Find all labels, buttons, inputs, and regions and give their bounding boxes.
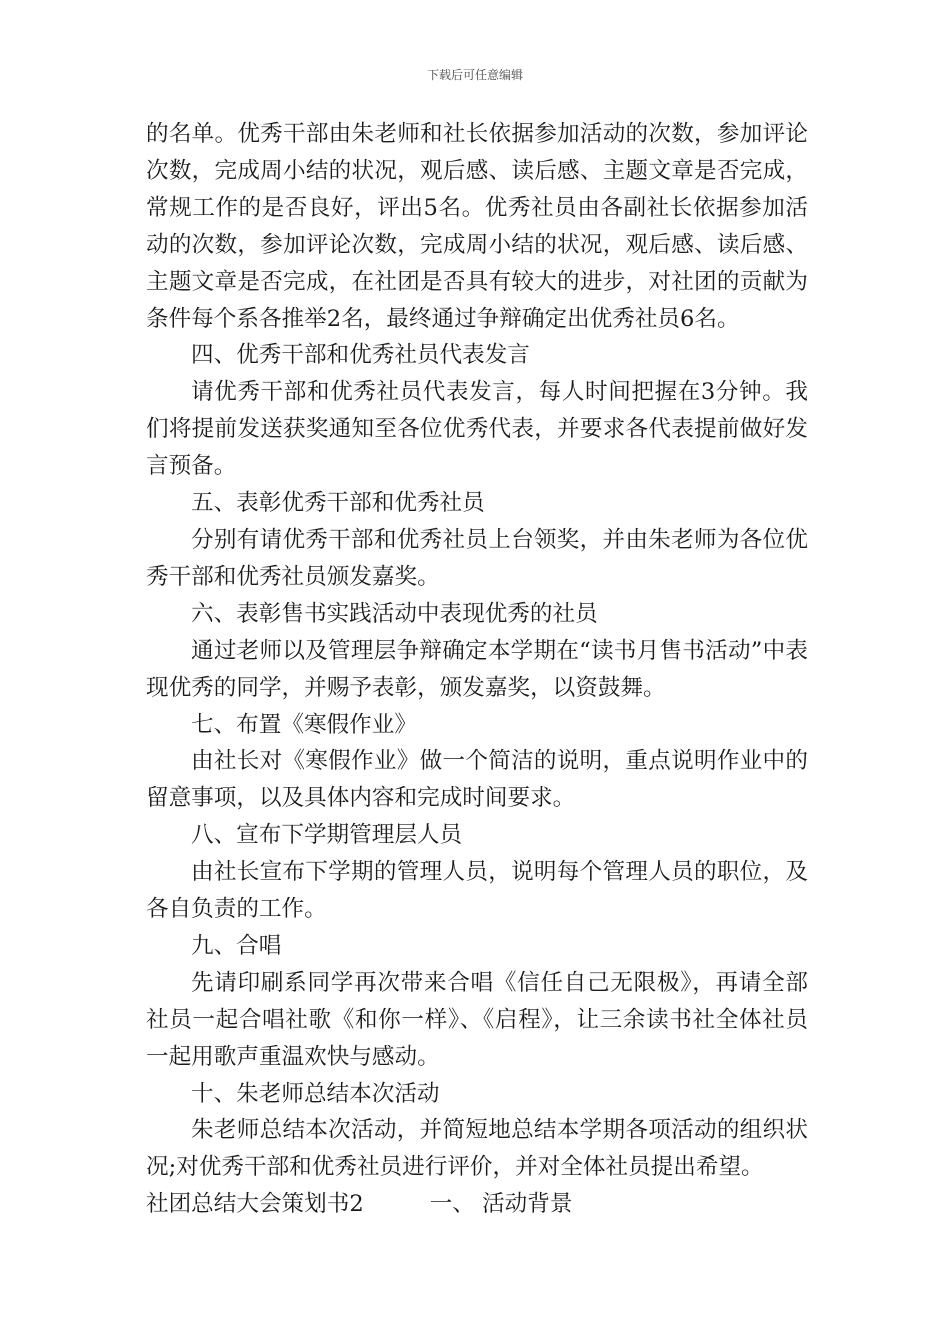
next-section-heading: 一、 活动背景 <box>429 1191 573 1218</box>
section-heading-10: 十、朱老师总结本次活动 <box>191 1080 440 1107</box>
next-section-line <box>146 1186 808 1223</box>
paragraph-awards: 分别有请优秀干部和优秀社员上台领奖，并由朱老师为各位优秀干部和优秀社员颁发嘉奖。 <box>146 526 808 590</box>
paragraph-award-criteria: 的名单。优秀干部由朱老师和社长依据参加活动的次数，参加评论次数，完成周小结的状况，观后感、读后感、主题文章是否完成，常规工作的是否良好，评出5名。优秀社员由各副社长依据参加活动的次数，参加评论次数，完成周小结的状况，观后感、读后感、主题文章是否完成，在社团是否具有较大的进步，对社团的贡献为条件每个系各推举2名，最终通过争辩确定出优秀社员6名。 <box>146 121 808 332</box>
paragraph-chorus: 先请印刷系同学再次带来合唱《信任自己无限极》，再请全部社员一起合唱社歌《和你一样》、《启程》，让三余读书社全体社员一起用歌声重温欢快与感动。 <box>146 969 808 1070</box>
paragraph-speeches: 请优秀干部和优秀社员代表发言，每人时间把握在3分钟。我们将提前发送获奖通知至各位优秀代表，并要求各代表提前做好发言预备。 <box>146 379 808 480</box>
paragraph-book-sale: 通过老师以及管理层争辩确定本学期在“读书月售书活动”中表现优秀的同学，并赐予表彰，颁发嘉奖，以资鼓舞。 <box>146 637 808 701</box>
section-heading-5: 五、表彰优秀干部和优秀社员 <box>191 490 485 517</box>
paragraph-homework: 由社长对《寒假作业》做一个简洁的说明，重点说明作业中的留意事项，以及具体内容和完成时间要求。 <box>146 748 808 812</box>
next-section-title: 社团总结大会策划书2 <box>146 1191 364 1218</box>
document-body <box>146 116 808 1223</box>
paragraph-management: 由社长宣布下学期的管理人员，说明每个管理人员的职位，及各自负责的工作。 <box>146 859 808 923</box>
paragraph-summary: 朱老师总结本次活动，并简短地总结本学期各项活动的组织状况;对优秀干部和优秀社员进行评价，并对全体社员提出希望。 <box>146 1117 808 1181</box>
page-header-note: 下载后可任意编辑 <box>426 68 523 82</box>
section-heading-7: 七、布置《寒假作业》 <box>191 711 417 738</box>
section-heading-6: 六、表彰售书实践活动中表现优秀的社员 <box>191 600 598 627</box>
section-heading-8: 八、宣布下学期管理层人员 <box>191 822 463 849</box>
section-heading-9: 九、合唱 <box>191 932 282 959</box>
section-heading-4: 四、优秀干部和优秀社员代表发言 <box>191 342 530 369</box>
